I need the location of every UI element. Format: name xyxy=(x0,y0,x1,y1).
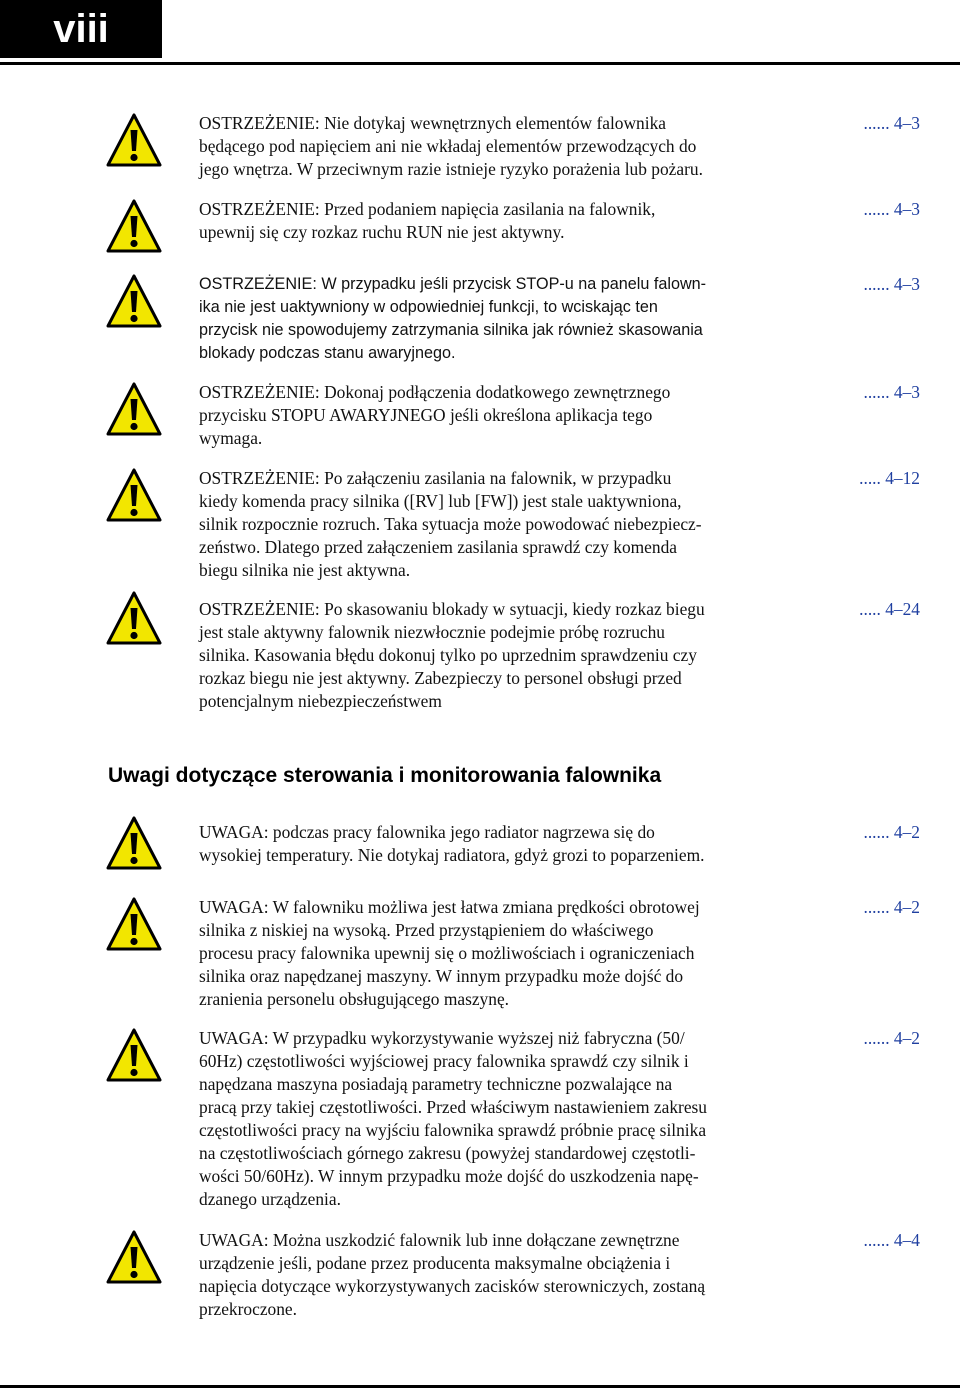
note-text: UWAGA: podczas pracy falownika jego radiator nagrzewa się do wysokiej temperatury. Nie dotykaj radiatora, gdyż grozi to poparzeniem. xyxy=(199,822,705,865)
warning-text: OSTRZEŻENIE: W przypadku jeśli przycisk STOP-u na panelu falown- ika nie jest uaktywniony w odpowiedniej funkcji, to wciskając ten przycisk nie spowodujemy zatrzymania silnika jak również skasowania blokady podczas stanu awaryjnego. xyxy=(199,275,707,362)
page-reference: ...... 4–2 xyxy=(863,822,920,842)
note-text: UWAGA: W falowniku możliwa jest łatwa zmiana prędkości obrotowej silnika z niskiej na wysoką. Przed przystąpieniem do właściwego procesu pracy falownika upewnij się o możliwościach i ograniczeniach silnika oraz napędzanej maszyny. W innym przypadku może dojść do zranienia personelu obsługującego maszynę. xyxy=(199,897,700,1009)
warning-triangle-icon xyxy=(106,1229,162,1285)
warning-triangle-icon xyxy=(106,381,162,437)
page-reference: ...... 4–4 xyxy=(863,1230,920,1250)
warning-text: OSTRZEŻENIE: Nie dotykaj wewnętrznych elementów falownika będącego pod napięciem ani nie wkładaj elementów przewodzących do jego wnętrza. W przeciwnym razie istnieje ryzyko porażenia lub pożaru. xyxy=(199,113,703,179)
page-reference: ...... 4–3 xyxy=(863,199,920,219)
warning-text: OSTRZEŻENIE: Dokonaj podłączenia dodatkowego zewnętrznego przycisku STOPU AWARYJNEGO jeśli określona aplikacja tego wymaga. xyxy=(199,382,671,448)
page-reference: ...... 4–2 xyxy=(863,897,920,917)
warning-triangle-icon xyxy=(106,467,162,523)
page-reference: ...... 4–3 xyxy=(863,113,920,133)
page-reference: ..... 4–24 xyxy=(859,599,920,619)
warning-text: OSTRZEŻENIE: Przed podaniem napięcia zasilania na falownik, upewnij się czy rozkaz ruchu RUN nie jest aktywny. xyxy=(199,199,656,242)
page-reference: ...... 4–3 xyxy=(863,274,920,294)
warning-triangle-icon xyxy=(106,896,162,952)
warning-text: OSTRZEŻENIE: Po skasowaniu blokady w sytuacji, kiedy rozkaz biegu jest stale aktywny falownik niezwłocznie podejmie próbę rozruchu silnika. Kasowania błędu dokonuj tylko po uprzednim sprawdzeniu czy rozkaz biegu nie jest aktywny. Zabezpieczy to personel obsługi przed potencjalnym niebezpieczeństwem xyxy=(199,599,705,711)
warning-text: OSTRZEŻENIE: Po załączeniu zasilania na falownik, w przypadku kiedy komenda pracy silnika ([RV] lub [FW]) jest stale uaktywniona, silnik rozpocznie rozruch. Taka sytuacja może powodować niebezpiecz- zeństwo. Dlatego przed załączeniem zasilania sprawdź czy komenda biegu silnika nie jest aktywna. xyxy=(199,468,702,580)
page-reference: ...... 4–2 xyxy=(863,1028,920,1048)
warning-triangle-icon xyxy=(106,590,162,646)
footer-rule xyxy=(0,1385,960,1388)
warning-triangle-icon xyxy=(106,198,162,254)
warning-triangle-icon xyxy=(106,273,162,329)
note-text: UWAGA: Można uszkodzić falownik lub inne dołączane zewnętrzne urządzenie jeśli, podane przez producenta maksymalne obciążenia i napięcia dotyczące wykorzystywanych zacisków sterowniczych, zostaną przekroczone. xyxy=(199,1230,706,1319)
page-reference: ...... 4–3 xyxy=(863,382,920,402)
page-number-tab: viii xyxy=(0,0,162,58)
header-rule xyxy=(0,62,960,65)
warning-triangle-icon xyxy=(106,112,162,168)
page-reference: ..... 4–12 xyxy=(859,468,920,488)
warning-triangle-icon xyxy=(106,815,162,871)
warning-triangle-icon xyxy=(106,1027,162,1083)
note-text: UWAGA: W przypadku wykorzystywanie wyższej niż fabryczna (50/ 60Hz) częstotliwości wyjściowej pracy falownika sprawdź czy silnik i napędzana maszyna posiadają parametry techniczne pozwalające na pracą przy takiej częstotliwości. Przed właściwym nastawieniem zakresu częstotliwości pracy na wyjściu falownika sprawdź próbnie pracę silnika na częstotliwościach górnego zakresu (powyżej standardowej częstotli- wości 50/60Hz). W innym przypadku może dojść do uszkodzenia napę- dzanego urządzenia. xyxy=(199,1028,707,1209)
section-heading: Uwagi dotyczące sterowania i monitorowania falownika xyxy=(108,764,662,787)
